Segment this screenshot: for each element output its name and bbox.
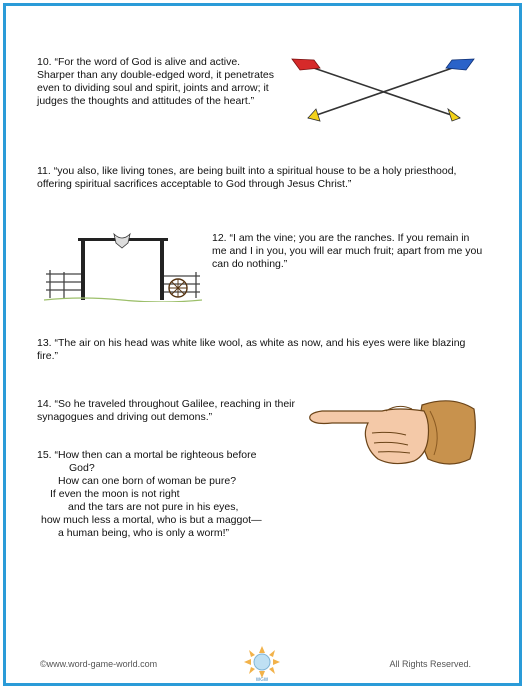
worksheet-page [3, 3, 522, 686]
verse-13: 13. “The air on his head was white like wool, as white as now, and his eyes were like blazing fire.” [37, 337, 466, 362]
verse-15 [37, 449, 327, 540]
verse-15-line-6: how much less a mortal, who is but a maggot— [41, 514, 262, 526]
crossed-arrows-icon [284, 50, 484, 126]
rights-text: All Rights Reserved. [389, 659, 471, 669]
verse-10: 10. “For the word of God is alive and active. Sharper than any double-edged word, it penetrates even to dividing soul and spirit, joints and arrow; it judges the thoughts and attitudes of the heart.” [37, 56, 274, 107]
pointing-hand-icon [302, 389, 480, 479]
copyright-text: ©www.word-game-world.com [40, 659, 158, 669]
verse-15-line-1: 15. “How then can a mortal be righteous before [37, 449, 257, 461]
logo-text: WGW [255, 678, 269, 682]
verse-15-line-5: and the tars are not pure in his eyes, [68, 501, 239, 513]
verse-12: 12. “I am the vine; you are the ranches. If you remain in me and I in you, you will ear much fruit; apart from me you can do nothing.” [212, 232, 483, 270]
verse-15-line-2: God? [69, 462, 95, 474]
verse-15-line-7: a human being, who is only a worm!” [58, 527, 229, 539]
verse-11: 11. “you also, like living tones, are being built into a spiritual house to be a holy priesthood, offering spiritual sacrifices acceptable to God through Jesus Christ.” [37, 165, 457, 190]
ranch-gate-icon [42, 230, 204, 302]
verse-15-line-4: If even the moon is not right [50, 488, 180, 500]
verse-14: 14. “So he traveled throughout Galilee, reaching in their synagogues and driving out demons.” [37, 398, 295, 423]
compass-logo-icon [242, 646, 282, 682]
verse-15-line-3: How can one born of woman be pure? [58, 475, 237, 487]
